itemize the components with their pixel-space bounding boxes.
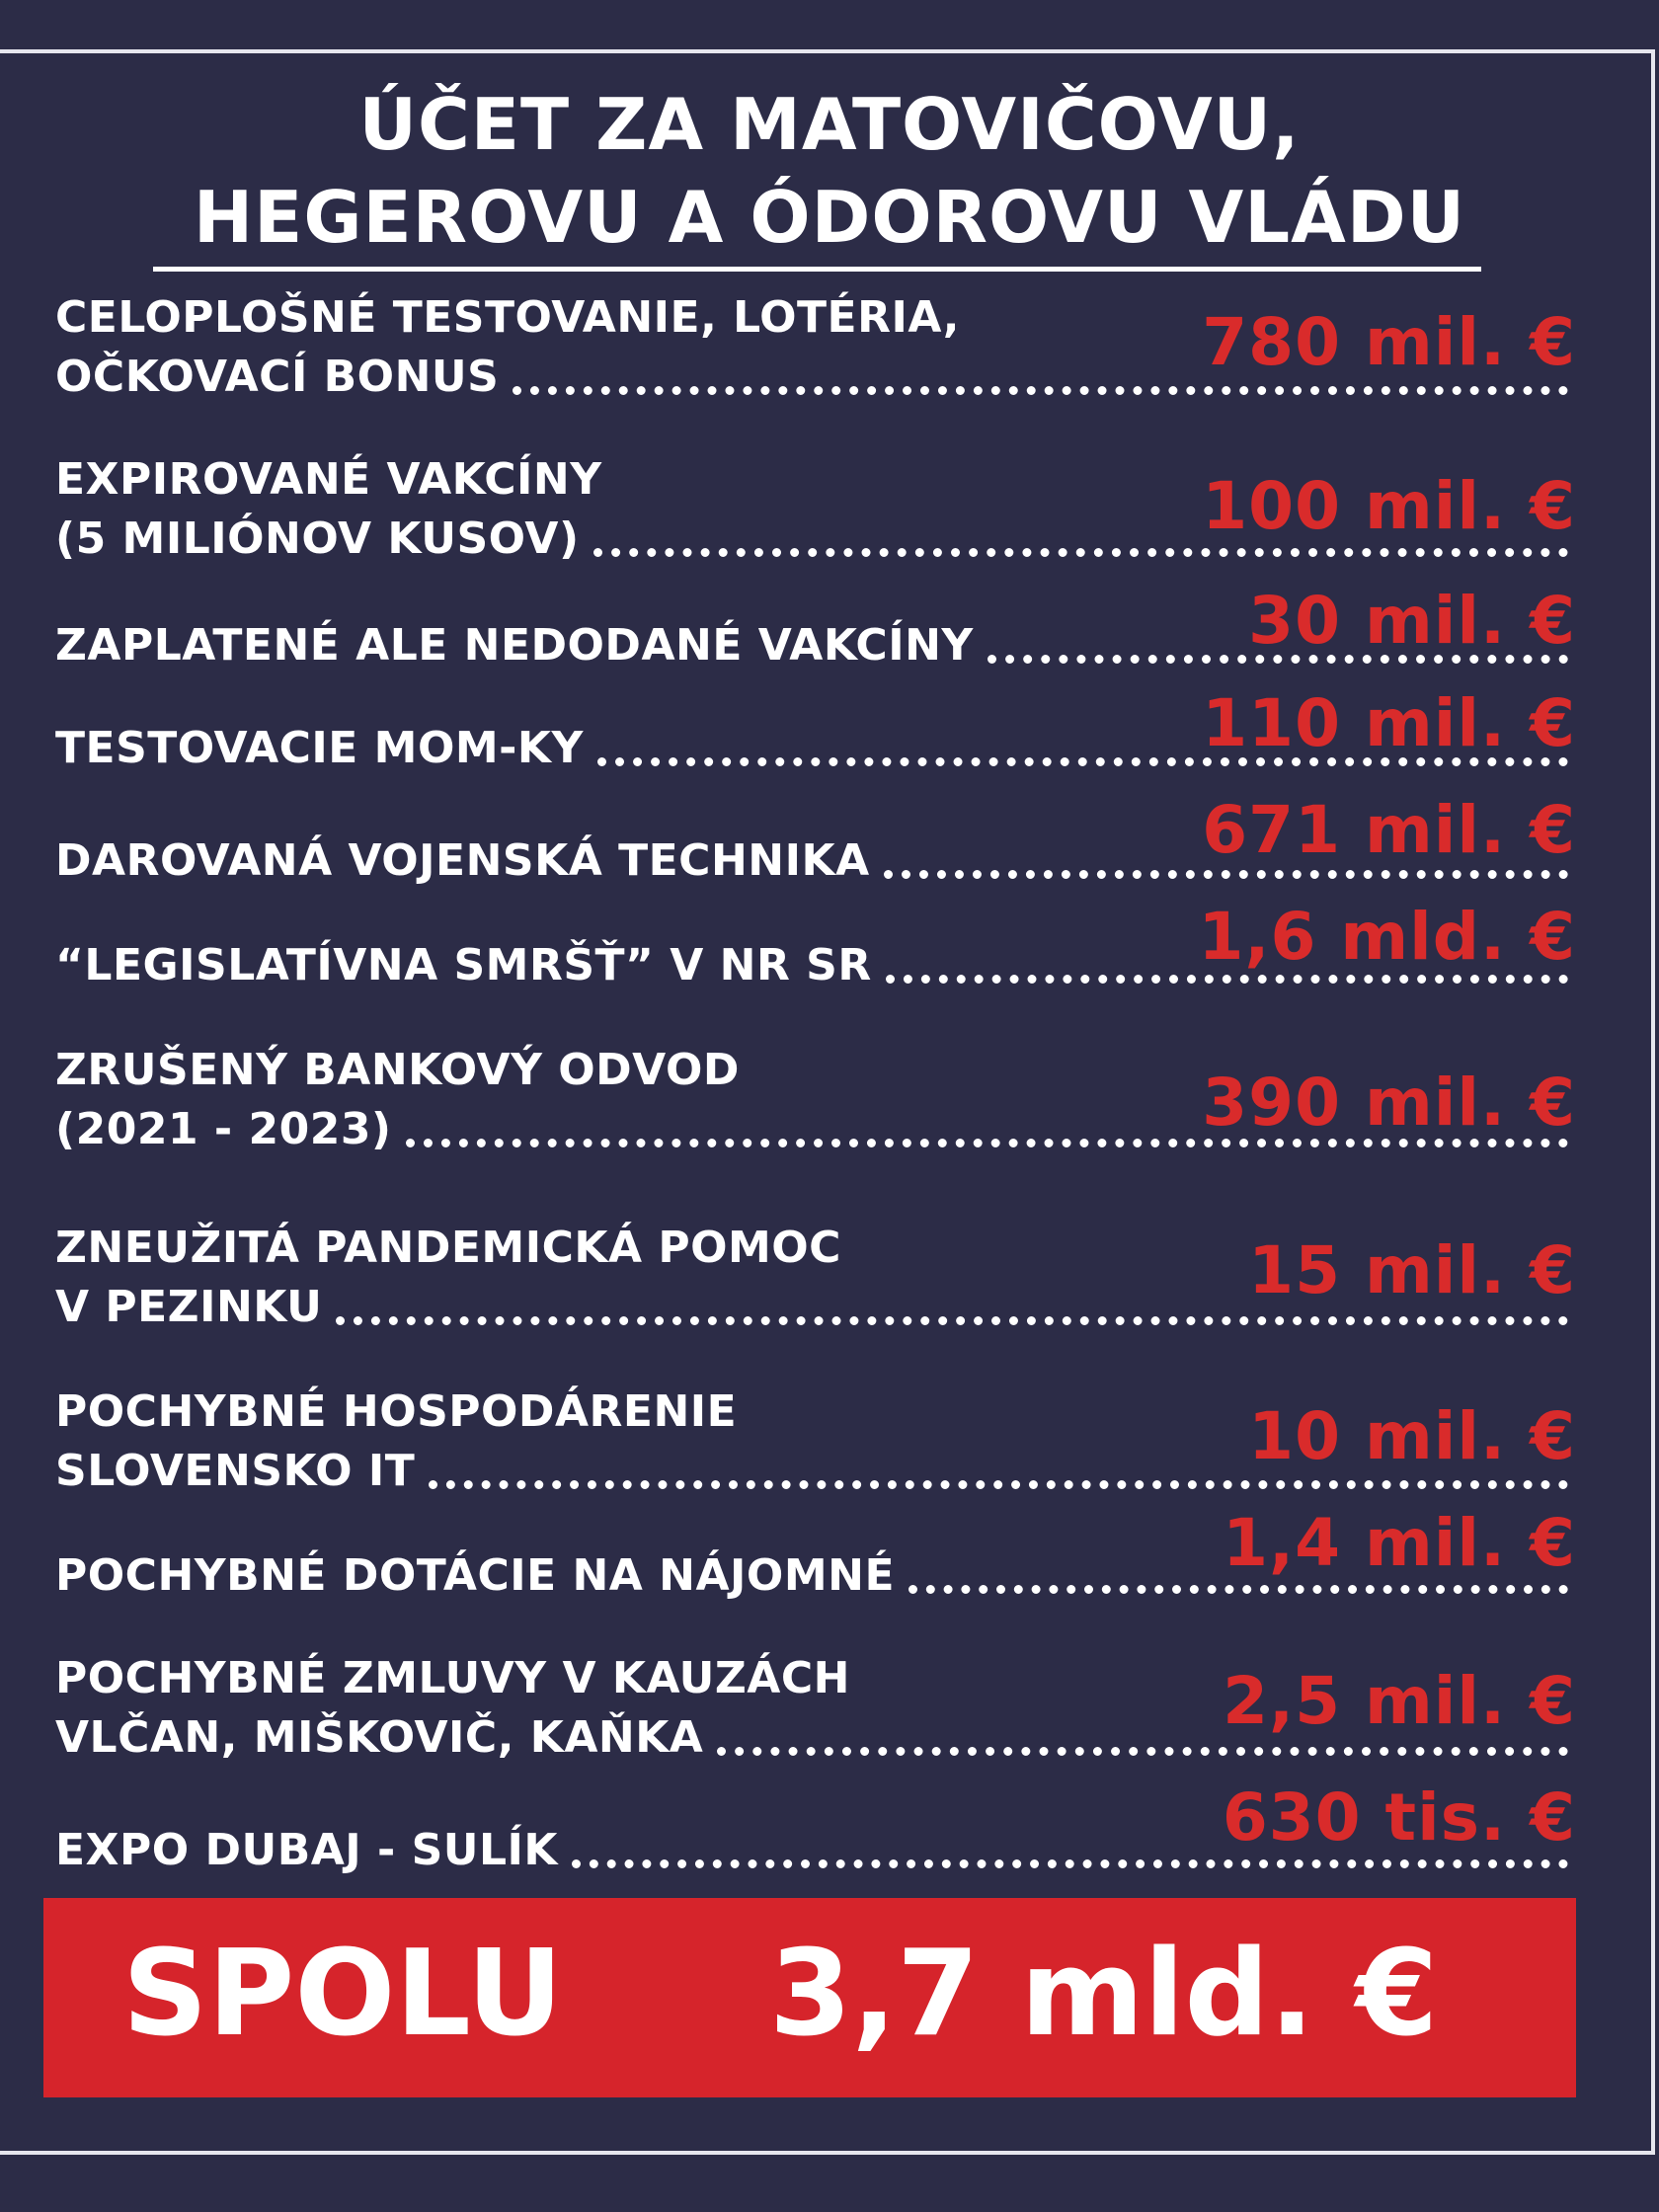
list-item-rent-subsidies xyxy=(55,1505,1576,1606)
title-line-1: ÚČET ZA MATOVIČOVU, xyxy=(358,83,1301,166)
item-amount: 671 mil. € xyxy=(1202,792,1576,868)
item-label-line-2: ZAPLATENÉ ALE NEDODANÉ VAKCÍNY xyxy=(55,620,974,671)
item-label-line-2: OČKOVACÍ BONUS xyxy=(55,352,500,402)
item-amount: 1,6 mld. € xyxy=(1198,899,1576,975)
item-label-line-1: POCHYBNÉ HOSPODÁRENIE xyxy=(55,1386,738,1437)
list-item-bank-levy xyxy=(55,1041,1576,1159)
item-amount: 110 mil. € xyxy=(1202,685,1576,761)
item-label-line-2: VLČAN, MIŠKOVIČ, KAŇKA xyxy=(55,1712,704,1763)
dot-leader xyxy=(593,548,1568,557)
title-line-2: HEGEROVU A ÓDOROVU VLÁDU xyxy=(193,176,1466,259)
dot-leader xyxy=(572,1859,1568,1868)
item-label-line-1: POCHYBNÉ ZMLUVY V KAUZÁCH xyxy=(55,1653,850,1703)
item-label-line-1: EXPIROVANÉ VAKCÍNY xyxy=(55,454,602,505)
total-label: SPOLU xyxy=(122,1926,564,2063)
title-underline xyxy=(153,267,1481,272)
list-item-contracts xyxy=(55,1649,1576,1768)
item-label-line-2: DAROVANÁ VOJENSKÁ TECHNIKA xyxy=(55,835,870,886)
item-amount: 100 mil. € xyxy=(1202,468,1576,544)
item-amount: 630 tis. € xyxy=(1222,1779,1576,1856)
item-label-line-1: CELOPLOŠNÉ TESTOVANIE, LOTÉRIA, xyxy=(55,292,960,343)
item-amount: 780 mil. € xyxy=(1202,304,1576,380)
dot-leader xyxy=(908,1585,1568,1594)
dot-leader xyxy=(429,1480,1568,1489)
item-label-line-2: (2021 - 2023) xyxy=(55,1104,392,1154)
item-label-line-1: ZRUŠENÝ BANKOVÝ ODVOD xyxy=(55,1045,740,1095)
item-amount: 1,4 mil. € xyxy=(1223,1505,1576,1581)
list-item-testing xyxy=(55,288,1576,407)
item-amount: 10 mil. € xyxy=(1248,1398,1576,1474)
total-value: 3,7 mld. € xyxy=(769,1926,1439,2063)
item-label-line-2: EXPO DUBAJ - SULÍK xyxy=(55,1825,558,1875)
list-item-undelivered-vaccines xyxy=(55,583,1576,675)
item-amount: 30 mil. € xyxy=(1248,583,1576,659)
item-label-line-2: SLOVENSKO IT xyxy=(55,1446,416,1496)
item-label-line-2: V PEZINKU xyxy=(55,1282,323,1332)
list-item-legislation xyxy=(55,899,1576,995)
list-item-testing-points xyxy=(55,685,1576,778)
list-item-slovensko-it xyxy=(55,1382,1576,1501)
list-item-expo-dubai xyxy=(55,1779,1576,1880)
item-label-line-2: TESTOVACIE MOM-KY xyxy=(55,723,584,773)
item-amount: 390 mil. € xyxy=(1202,1065,1576,1141)
item-label-line-2: “LEGISLATÍVNA SMRŠŤ” V NR SR xyxy=(55,940,872,990)
dot-leader xyxy=(336,1316,1568,1325)
dot-leader xyxy=(717,1747,1568,1756)
dot-leader xyxy=(884,870,1568,879)
item-amount: 2,5 mil. € xyxy=(1223,1663,1576,1739)
dot-leader xyxy=(513,386,1568,395)
item-label-line-2: POCHYBNÉ DOTÁCIE NA NÁJOMNÉ xyxy=(55,1550,895,1601)
item-label-line-2: (5 MILIÓNOV KUSOV) xyxy=(55,514,580,564)
item-label-line-1: ZNEUŽITÁ PANDEMICKÁ POMOC xyxy=(55,1223,841,1273)
dot-leader xyxy=(886,975,1568,984)
total-banner xyxy=(43,1898,1576,2097)
list-item-expired-vaccines xyxy=(55,450,1576,569)
list-item-pandemic-aid xyxy=(55,1219,1576,1337)
item-amount: 15 mil. € xyxy=(1248,1232,1576,1308)
list-item-military-equipment xyxy=(55,792,1576,891)
